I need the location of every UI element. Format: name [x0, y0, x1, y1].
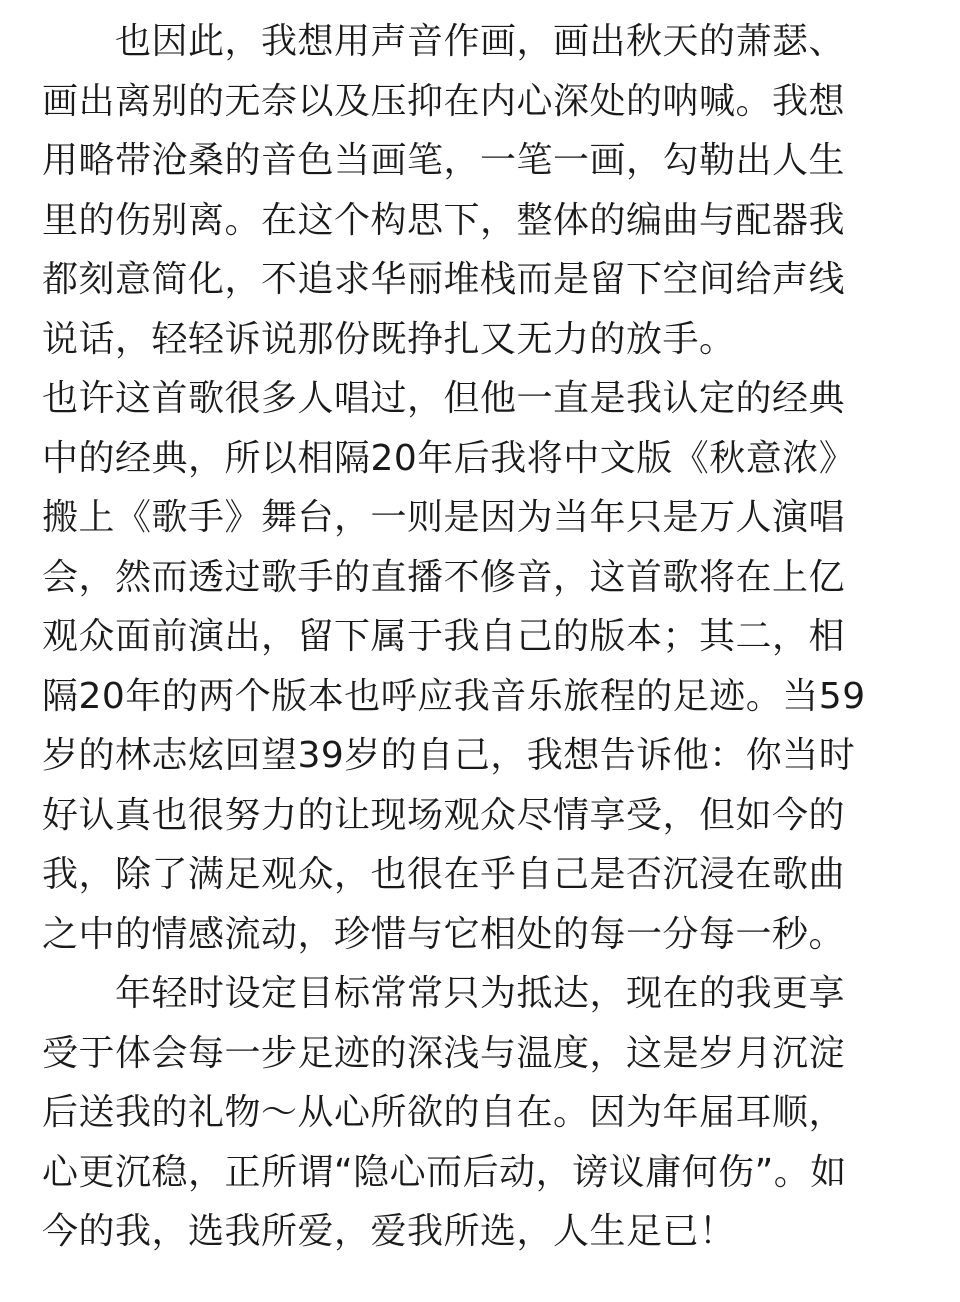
text-line: 后送我的礼物～从心所欲的自在。因为年届耳顺， — [42, 1092, 846, 1133]
text-line: 之中的情感流动，珍惜与它相处的每一分每一秒。 — [42, 913, 846, 955]
text-line: 我，除了满足观众，也很在乎自己是否沉浸在歌曲 — [42, 854, 846, 895]
text-line: 年轻时设定目标常常只为抵达，现在的我更享 — [115, 973, 846, 1014]
text-line: 观众面前演出，留下属于我自己的版本；其二，相 — [42, 616, 846, 657]
article-body — [42, 12, 920, 1262]
text-line: 心更沉稳，正所谓“隐心而后动，谤议庸何伤”。如 — [42, 1151, 847, 1193]
text-line: 用略带沧桑的音色当画笔，一笔一画，勾勒出人生 — [42, 140, 846, 181]
text-line: 今的我，选我所爱，爱我所选，人生足已！ — [42, 1211, 736, 1252]
text-line: 搬上《歌手》舞台，一则是因为当年只是万人演唱 — [42, 497, 846, 538]
text-line: 都刻意简化，不追求华丽堆栈而是留下空间给声线 — [42, 259, 846, 300]
text-line: 也因此，我想用声音作画，画出秋天的萧瑟、 — [115, 21, 846, 62]
text-line: 里的伤别离。在这个构思下，整体的编曲与配器我 — [42, 199, 846, 241]
text-line: 画出离别的无奈以及压抑在内心深处的呐喊。我想 — [42, 80, 846, 122]
text-line: 隔20年的两个版本也呼应我音乐旅程的足迹。当59 — [42, 675, 866, 717]
text-line: 好认真也很努力的让现场观众尽情享受，但如今的 — [42, 794, 846, 836]
text-line: 会，然而透过歌手的直播不修音，这首歌将在上亿 — [42, 556, 846, 598]
text-line: 中的经典，所以相隔20年后我将中文版《秋意浓》 — [42, 437, 856, 479]
text-line: 岁的林志炫回望39岁的自己，我想告诉他：你当时 — [42, 735, 856, 776]
text-line: 也许这首歌很多人唱过，但他一直是我认定的经典 — [42, 378, 846, 419]
text-line: 说话，轻轻诉说那份既挣扎又无力的放手。 — [42, 318, 736, 360]
text-line: 受于体会每一步足迹的深浅与温度，这是岁月沉淀 — [42, 1032, 846, 1074]
